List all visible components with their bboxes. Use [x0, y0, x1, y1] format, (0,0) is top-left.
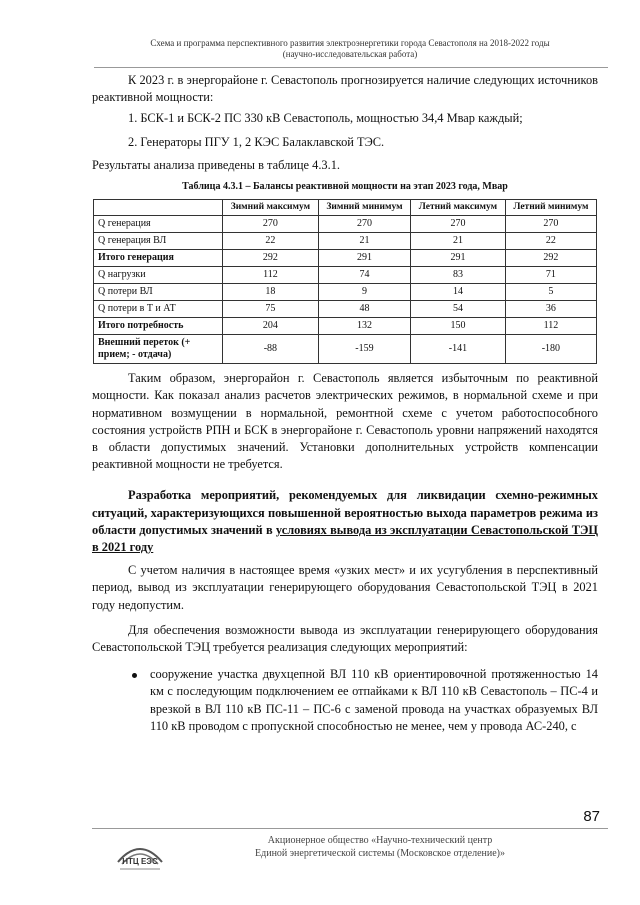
header-cell-winter-max: Зимний максимум: [223, 200, 319, 216]
table-cell: 292: [505, 250, 596, 267]
header-cell-summer-min: Летний минимум: [505, 200, 596, 216]
row-label: Q потери ВЛ: [94, 284, 223, 301]
paragraph-measures: Для обеспечения возможности вывода из эксплуатации генерирующего оборудования Севастопольской ТЭЦ требуется реализация следующих мероприятий:: [92, 622, 598, 655]
section-heading: [92, 487, 598, 556]
table-cell: 36: [505, 301, 596, 318]
table-cell: -180: [505, 335, 596, 364]
table-cell: -88: [223, 335, 319, 364]
table-cell: 22: [505, 233, 596, 250]
source-item-1: 1. БСК-1 и БСК-2 ПС 330 кВ Севастополь, мощностью 34,4 Мвар каждый;: [128, 111, 523, 126]
table-body: [94, 216, 597, 364]
table-row: [94, 250, 597, 267]
table-cell: 18: [223, 284, 319, 301]
table-row: [94, 318, 597, 335]
row-label: Q потери в Т и АТ: [94, 301, 223, 318]
results-reference: Результаты анализа приведены в таблице 4.3.1.: [92, 157, 341, 172]
table-row: [94, 335, 597, 364]
page-content: [92, 72, 598, 735]
table-cell: 270: [411, 216, 506, 233]
table-header-row: [94, 200, 597, 216]
table-caption: Таблица 4.3.1 – Балансы реактивной мощности на этап 2023 года, Мвар: [182, 181, 508, 193]
table-cell: 132: [318, 318, 410, 335]
header-line-1: Схема и программа перспективного развития электроэнергетики города Севастополя на 2018-2022 годы: [150, 38, 550, 48]
table-cell: 83: [411, 267, 506, 284]
row-label: Итого генерация: [94, 250, 223, 267]
table-row: [94, 284, 597, 301]
table-cell: 204: [223, 318, 319, 335]
table-row: [94, 233, 597, 250]
table-cell: 74: [318, 267, 410, 284]
table-cell: 292: [223, 250, 319, 267]
header-divider: [94, 67, 608, 68]
table-cell: 54: [411, 301, 506, 318]
table-cell: 5: [505, 284, 596, 301]
table-cell: 9: [318, 284, 410, 301]
row-label: Итого потребность: [94, 318, 223, 335]
table-cell: 21: [318, 233, 410, 250]
table-row: [94, 301, 597, 318]
table-cell: -159: [318, 335, 410, 364]
table-cell: 22: [223, 233, 319, 250]
row-label: Q генерация: [94, 216, 223, 233]
table-cell: 270: [505, 216, 596, 233]
footer-line-2: Единой энергетической системы (Московское отделение)»: [255, 848, 505, 859]
section-heading-part-2: условиях вывода из эксплуатации Севастопольской ТЭЦ в 2021 году: [92, 522, 598, 555]
table-cell: 270: [318, 216, 410, 233]
row-label: Q генерация ВЛ: [94, 233, 223, 250]
paragraph-decommission: С учетом наличия в настоящее время «узких мест» и их усугубления в перспективный период, вывод из эксплуатации генерирующего оборудования Севастопольской ТЭЦ в 2021 году недопустим.: [92, 563, 598, 612]
source-list: [128, 110, 598, 150]
header-line-2: (научно-исследовательская работа): [282, 49, 418, 59]
header-cell-winter-min: Зимний минимум: [318, 200, 410, 216]
footer: [180, 834, 580, 860]
table-cell: 112: [223, 267, 319, 284]
table-cell: 21: [411, 233, 506, 250]
measure-list-item: [150, 666, 598, 735]
table-cell: 71: [505, 267, 596, 284]
bullet-icon: [132, 673, 137, 678]
row-label: Внешний переток (+ прием; - отдача): [94, 335, 223, 364]
table-cell: 270: [223, 216, 319, 233]
table-cell: 291: [318, 250, 410, 267]
header-cell-summer-max: Летний максимум: [411, 200, 506, 216]
source-item-2: 2. Генераторы ПГУ 1, 2 КЭС Балаклавской ТЭС.: [128, 134, 385, 149]
ntc-ees-logo-icon: [112, 834, 168, 874]
table-cell: 150: [411, 318, 506, 335]
table-cell: 14: [411, 284, 506, 301]
reactive-power-balance-table: [93, 199, 597, 364]
header-cell-empty: [94, 200, 223, 216]
table-cell: 112: [505, 318, 596, 335]
running-header: [92, 38, 608, 60]
table-cell: 75: [223, 301, 319, 318]
section-heading-part-1: Разработка мероприятий, рекомендуемых для ликвидации схемно-режимных ситуаций, характеризующихся повышенной вероятностью выхода параметров режима из области допустимых значений в: [92, 488, 598, 537]
footer-divider: [92, 828, 608, 829]
table-cell: 291: [411, 250, 506, 267]
table-row: [94, 267, 597, 284]
intro-paragraph: К 2023 г. в энергорайоне г. Севастополь прогнозируется наличие следующих источников реактивной мощности:: [92, 73, 598, 105]
logo-text: НТЦ ЕЭС: [122, 857, 158, 866]
table-row: [94, 216, 597, 233]
table-cell: -141: [411, 335, 506, 364]
page-number: 87: [583, 808, 600, 825]
table-cell: 48: [318, 301, 410, 318]
measure-text: сооружение участка двухцепной ВЛ 110 кВ ориентировочной протяженностью 14 км с последующим подключением ее отпайками к ВЛ 110 кВ Севастополь – ПС-4 и врезкой в ВЛ 110 кВ ПС-11 – ПС-6 с заменой провода на участках образуемых ВЛ 110 кВ проводом с пропускной способностью не менее, чем у провода АС-240, с: [150, 667, 598, 733]
row-label: Q нагрузки: [94, 267, 223, 284]
conclusion-paragraph: Таким образом, энергорайон г. Севастополь является избыточным по реактивной мощности. Как показал анализ расчетов электрических режимов, в нормальной схеме и при нормативном возмущении в нормальной, ремонтной схеме с учетом работоспособного состояния устройств РПН и БСК в энергорайоне г. Севастополь уровни напряжений находятся в области допустимых значений. Установки дополнительных устройств компенсации реактивной мощности не требуется.: [92, 371, 598, 472]
footer-line-1: Акционерное общество «Научно-технический центр: [267, 835, 493, 846]
